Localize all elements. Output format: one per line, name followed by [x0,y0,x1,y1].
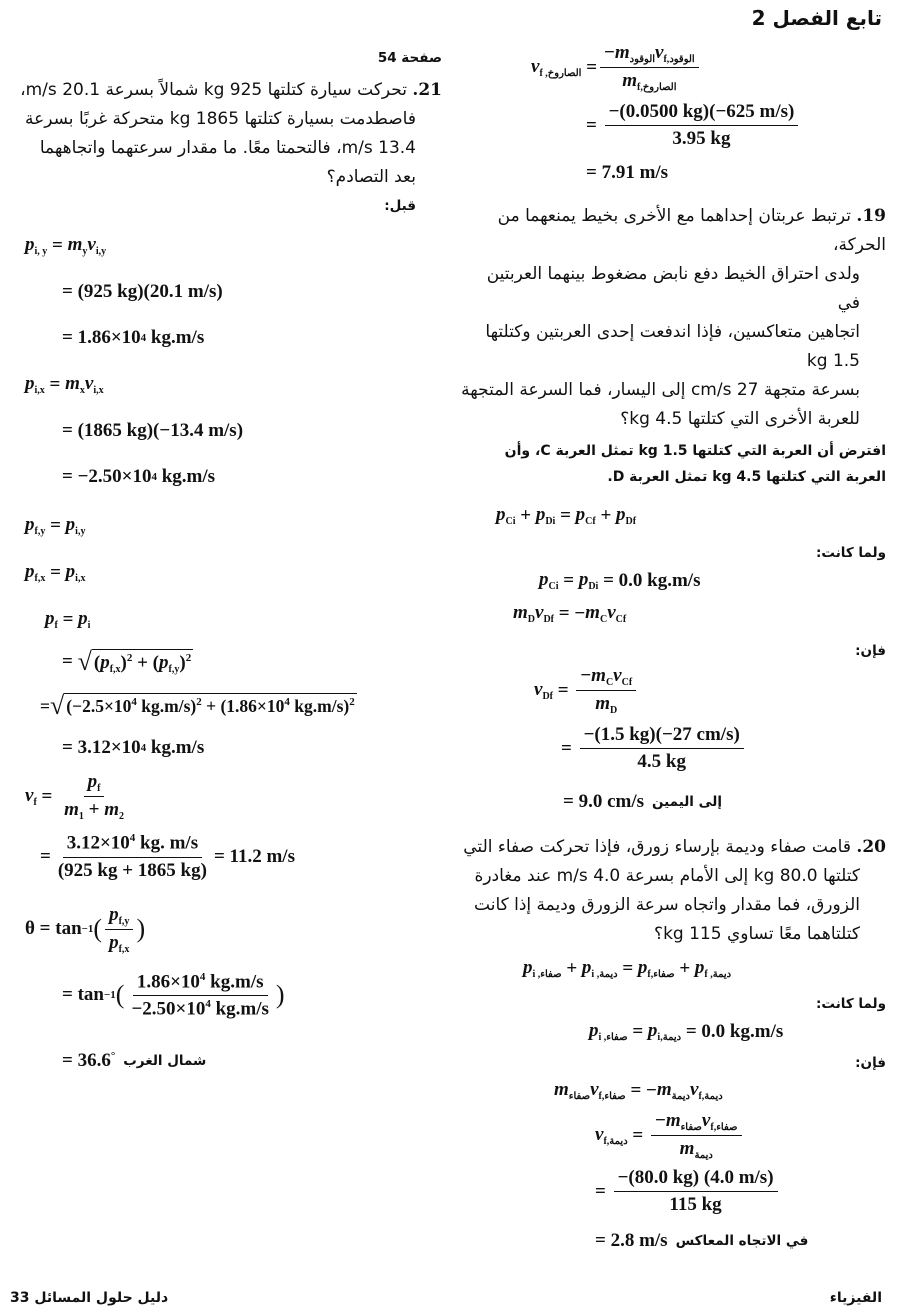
math-variable: $m_2$ [104,799,124,823]
math-superscript: 2 [196,696,202,709]
math-subscript: Ci [505,516,516,527]
fraction-numerator [651,1110,742,1136]
problem-20 [461,833,886,949]
math-text: = 0.0 kg.m/s [598,569,701,591]
math-variable: $p_{i ,صفاء}$ [523,957,562,980]
fraction-denominator [665,1192,725,1216]
math-subscript: i,y [95,246,107,257]
math-subscript: ديمة [671,1091,691,1102]
math-variable: $m_1$ [64,799,84,823]
math-text: + ( [132,652,160,674]
fraction-denominator [676,1136,717,1161]
math-text: − [655,1110,666,1131]
two-column-body [0,30,900,1276]
math-subscript: f,الصاروخ [637,82,677,93]
direction-label: شمال الغرب [123,1053,207,1070]
equation [40,832,295,881]
math-text: = [627,1124,648,1146]
text-line: للعربة الأخرى التي كتلتها 4.5 kg؟ [620,409,860,429]
math-text: = [36,785,58,807]
equation-part [62,1050,115,1072]
equation [25,904,145,955]
math-text: = [40,845,51,867]
math-variable: $p_{Di}$ [535,504,556,527]
math-subscript: i,y [75,526,86,537]
math-subscript: f [33,797,37,809]
text-line: افترض أن العربة التي كتلتها 1.5 kg تمثل العربة C، وأن [504,443,886,459]
equation [62,281,223,303]
math-text: = 3.12×10 [62,737,141,759]
math-text: = [555,504,576,526]
since-label: ولما كانت: [816,545,886,561]
math-text: kg.m/s) [289,696,350,717]
math-variable: $p_f$ [87,771,101,795]
math-text: θ = tan [25,918,82,940]
math-variable: $p_{Di}$ [578,569,599,592]
math-text: + (1.86×10 [201,696,285,717]
math-subscript: f,x [109,664,121,676]
math-text: = (1865 kg)(−13.4 m/s) [62,420,244,441]
fraction-numerator [580,724,744,749]
equation [513,602,626,625]
math-variable: $p_{i ,صفاء}$ [589,1020,628,1043]
math-text: = [47,234,68,256]
since-label: ولما كانت: [816,996,886,1012]
before-label: قبل: [384,198,416,214]
math-subscript: 1 [78,811,84,823]
equation [595,1230,808,1252]
math-variable: $v_{f,ديمة}$ [595,1124,628,1147]
then-label: فإن: [855,1055,886,1071]
fraction-numerator [105,904,133,930]
fraction-denominator [633,749,690,773]
math-variable: $p_{i,ديمة}$ [647,1020,682,1043]
math-fraction [54,832,211,881]
equation [595,1167,781,1216]
math-variable: $m_D$ [513,602,536,625]
equation [62,466,215,488]
math-subscript: Di [545,516,556,527]
assumption-note [461,438,886,490]
math-text: = [595,1180,611,1202]
math-sqrt [78,649,194,675]
math-text: ) [179,652,186,674]
math-paren: ) [136,914,146,944]
fraction-denominator [60,797,128,822]
math-text: = [40,695,50,716]
text-line: كتلتاهما معًا تساوي 115 kg؟ [654,924,860,944]
math-variable: $m_D$ [595,693,618,716]
math-text: = (925 kg)(20.1 m/s) [62,281,223,302]
math-text: kg.m/s [210,998,269,1020]
text-line: كتلتها 80.0 kg إلى الأمام بسرعة 4.0 m/s عند مغادرة [474,866,860,886]
equation [62,1050,206,1072]
math-subscript: C [605,677,614,688]
math-superscript: ° [110,1050,116,1063]
sqrt-body [64,693,356,719]
text-line: 13.4 m/s، فالتحمتا معًا. ما مقدار سرعتهما واتجاههما [39,138,416,158]
math-variable: $p_f$ [45,608,58,631]
math-superscript: 4 [140,332,147,344]
math-text: = 36.6 [62,1050,111,1072]
fraction-numerator [614,1167,778,1192]
math-fraction [60,771,128,822]
math-subscript: f ,ديمة [704,969,732,980]
math-variable: $p_{Ci}$ [539,569,559,592]
math-subscript: الوقود [629,54,656,65]
math-text: = [553,679,574,701]
equation [496,504,636,527]
equation [62,327,204,349]
equation [62,737,204,759]
equation [523,957,731,980]
math-text: = [586,114,602,136]
math-variable: $m_C$ [585,602,608,625]
equation-part [595,1230,668,1252]
math-text: 1.86×10 [136,970,200,992]
math-text: = −2.50×10 [62,466,152,487]
math-variable: $p_{i,x}$ [25,373,45,396]
equation [45,608,90,631]
math-fraction [651,1110,742,1161]
math-text: = [57,608,79,630]
math-fraction [600,42,699,93]
math-text: −(0.0500 kg)(−625 m/s) [608,101,795,122]
math-variable: $v_{f,ديمة}$ [690,1079,723,1102]
math-subscript: Ci [548,581,559,592]
math-subscript: f,y [118,915,130,927]
math-text: −2.50×10 [131,998,206,1020]
math-fraction [605,101,799,150]
math-superscript: 4 [131,696,137,709]
math-subscript: i,x [75,573,86,584]
math-paren: ( [93,914,103,944]
math-fraction [580,724,744,773]
math-variable: $v_{f,صفاء}$ [590,1079,626,1102]
math-superscript: 4 [140,742,147,755]
fraction-denominator [54,858,211,882]
math-text: = 11.2 m/s [213,845,295,867]
fraction-numerator [63,832,202,857]
math-subscript: صفاء [568,1091,591,1102]
math-subscript: f [54,620,58,631]
math-text: −(80.0 kg) (4.0 m/s) [617,1167,774,1188]
math-superscript: 4 [199,970,206,983]
fraction-numerator [133,971,268,996]
math-subscript: صفاء [680,1122,702,1133]
math-text: kg. m/s [135,832,199,854]
math-text: = tan [62,984,104,1006]
math-variable: $p_{Ci}$ [496,504,516,527]
math-superscript: −1 [103,989,116,1002]
math-subscript: Cf [615,614,627,625]
math-text: − [580,665,592,686]
math-subscript: f,صفاء [598,1091,626,1102]
math-subscript: i,ديمة [657,1032,682,1043]
math-text: kg.m/s) [136,696,197,717]
problem-21 [10,76,442,192]
math-variable: $p_{f,x}$ [100,652,121,676]
page-reference: صفحة 54 [377,50,442,66]
math-variable: $p_{i, y}$ [25,234,48,257]
math-variable: $m_y$ [67,234,88,257]
equation [40,693,357,719]
math-superscript: 4 [129,832,136,845]
fraction-denominator [127,996,272,1020]
math-variable: $v_f$ [25,785,37,809]
math-paren: ( [115,980,125,1010]
math-subscript: Df [543,614,555,625]
math-subscript: i,x [34,385,45,396]
equation [554,1079,723,1102]
math-variable: $m_{صفاء}$ [554,1079,591,1102]
math-text: ( [93,652,101,674]
math-text: (−2.5×10 [66,696,132,717]
equation-part [563,791,644,813]
fraction-numerator [84,771,105,797]
math-sqrt [50,693,357,719]
right-column [461,30,886,1276]
text-line: فاصطدمت بسيارة كتلتها 1865 kg متحركة غربًا بسرعة [25,109,416,129]
left-column [10,30,442,1276]
math-variable: $p_{f,x}$ [25,561,46,584]
math-text: + [674,957,695,979]
math-text: = 1.86×10 [62,327,141,348]
math-variable: $m_{الوقود}$ [614,42,656,65]
problem-number: 20. [856,837,886,857]
equation [586,101,801,150]
math-superscript: 4 [205,997,211,1010]
footer-subject: الفيزياء [829,1290,882,1306]
problem-number: 21. [412,80,442,100]
math-variable: $m_C$ [591,665,614,688]
math-subscript: f,x [34,573,46,584]
math-variable: $p_{Df}$ [616,504,637,527]
equation [595,1110,745,1161]
math-text: = [581,56,598,78]
math-subscript: Df [625,516,637,527]
problem-19 [461,202,886,434]
math-text: 3.95 kg [672,128,731,149]
math-fraction [127,971,272,1021]
radical-sign-icon: √ [77,647,92,676]
fraction-denominator [618,68,680,93]
math-subscript: Df [542,691,553,702]
math-subscript: f,صفاء [710,1122,738,1133]
math-subscript: y [82,246,88,257]
math-text: = 9.0 cm/s [563,791,645,812]
math-variable: $v_{Df}$ [535,602,555,625]
math-text: kg.m/s [146,737,205,759]
math-subscript: i ,صفاء [532,969,562,980]
math-superscript: 2 [185,652,192,664]
math-subscript: 2 [119,811,124,823]
math-variable: $v_{Cf}$ [607,602,627,625]
text-line: ولدى احتراق الخيط دفع نابض مضغوط بينهما العربتين في [486,264,860,313]
fraction-denominator [105,930,133,955]
math-variable: $p_{f,y}$ [25,514,46,537]
math-paren: ) [275,980,285,1010]
chapter-header: تابع الفصل 2 [751,6,882,30]
math-text: + [515,504,536,526]
math-subscript: D [527,614,536,625]
math-subscript: f ,الصاروخ [539,68,582,79]
math-text: = [62,651,78,673]
math-superscript: −1 [81,923,94,936]
equation [589,1020,783,1043]
math-variable: $v_{f,صفاء}$ [701,1110,738,1133]
math-variable: $m_x$ [65,373,85,396]
math-text: = [45,514,66,536]
math-subscript: ديمة [694,1150,713,1161]
math-variable: $v_{i,x}$ [84,373,104,396]
math-variable: $v_{f ,الصاروخ}$ [531,56,582,79]
fraction-numerator [576,665,636,691]
math-subscript: f [97,783,101,795]
math-subscript: Di [588,581,599,592]
math-text: ) [120,652,127,674]
math-text: = [617,957,638,979]
math-fraction [576,665,636,716]
math-subscript: i ,صفاء [598,1032,628,1043]
math-variable: $m_{f,الصاروخ}$ [622,70,677,93]
math-superscript: 4 [151,471,157,483]
math-fraction [105,904,133,955]
then-label: فإن: [855,643,886,659]
math-variable: $p_i$ [78,608,91,631]
equation [25,514,85,537]
math-text: + [561,957,582,979]
math-text: = [44,373,66,395]
math-subscript: D [610,705,618,716]
direction-label: في الاتجاه المعاكس [675,1233,809,1249]
math-subscript: Cf [585,516,596,527]
problem-number: 19. [856,206,886,226]
math-text: = [558,569,579,591]
math-variable: $m_{ديمة}$ [656,1079,691,1102]
equation [25,771,131,822]
fraction-numerator [600,42,699,68]
fraction-numerator [605,101,799,126]
math-text: 4.5 kg [637,751,686,772]
math-text: = − [554,602,586,624]
text-line: ترتبط عربتان إحداهما مع الأخرى بخيط يمنعهما من الحركة، [497,206,886,255]
math-subscript: f,ديمة [698,1091,723,1102]
math-text: = 7.91 m/s [586,162,669,183]
equation [62,649,193,675]
math-text: = − [625,1079,657,1101]
math-text: = [627,1020,648,1042]
equation [62,420,243,442]
math-text: = 2.8 m/s [595,1230,668,1251]
math-text: −(1.5 kg)(−27 cm/s) [583,724,740,745]
math-subscript: x [79,385,85,396]
math-subscript: Cf [621,677,633,688]
math-text: − [604,42,615,63]
math-variable: $p_{f,x}$ [109,931,130,955]
equation [25,561,85,584]
math-superscript: 4 [284,696,290,709]
math-text: + [83,799,105,821]
math-text: kg.m/s [205,970,264,992]
math-variable: $p_{f,y}$ [159,652,180,676]
equation [62,971,285,1021]
math-variable: $v_{Df}$ [534,679,553,702]
math-subscript: i,x [93,385,104,396]
math-variable: $p_{Cf}$ [575,504,596,527]
equation [25,373,104,396]
math-variable: $v_{i,y}$ [87,234,107,257]
math-text: = [561,737,577,759]
text-line: الزورق، فما مقدار واتجاه سرعة الزورق وديمة إذا كانت [474,895,860,915]
equation [586,162,668,184]
equation [563,791,722,813]
equation [561,724,747,773]
math-variable: $p_{i ,ديمة}$ [581,957,618,980]
math-subscript: C [599,614,608,625]
math-text: kg.m/s [156,466,216,487]
math-variable: $p_{f,صفاء}$ [637,957,675,980]
math-text: kg.m/s [146,327,205,348]
math-text: = [45,561,66,583]
equation [539,569,700,592]
equation [534,665,639,716]
text-line: اتجاهين متعاكسين، فإذا اندفعت إحدى العربتين وكتلتها 1.5 kg [485,322,860,371]
text-line: العربة التي كتلتها 4.5 kg تمثل العربة D. [607,469,886,485]
footer-guide: دليل حلول المسائل 33 [10,1290,169,1306]
math-fraction [614,1167,778,1216]
math-text: 3.12×10 [66,832,130,854]
fraction-denominator [668,126,734,150]
math-subscript: f,ديمة [603,1136,628,1147]
text-line: بسرعة متجهة 27 cm/s إلى اليسار، فما السرعة المتجهة [461,380,860,400]
math-variable: $m_{ديمة}$ [679,1138,713,1161]
math-variable: $v_{Cf}$ [613,665,633,688]
math-subscript: i, y [34,246,48,257]
radical-sign-icon: √ [49,691,65,721]
math-superscript: 2 [126,652,133,664]
math-subscript: f,y [168,664,180,676]
text-line: قامت صفاء وديمة بإرساء زورق، فإذا تحركت صفاء التي [463,837,851,857]
math-variable: $m_{صفاء}$ [665,1110,702,1133]
math-subscript: i [87,620,91,631]
math-variable: $v_{f,الوقود}$ [655,42,695,65]
math-variable: $p_{f,y}$ [109,903,130,927]
math-subscript: f,y [34,526,46,537]
math-text: + [595,504,617,526]
math-variable: $p_{i,y}$ [65,514,86,537]
equation [25,234,106,257]
math-text: 115 kg [669,1194,722,1215]
math-superscript: 2 [349,696,355,709]
equation [531,42,702,93]
math-text: = 0.0 kg.m/s [681,1020,784,1042]
math-variable: $p_{f ,ديمة}$ [694,957,732,980]
footer [0,1276,900,1314]
sqrt-body [92,649,193,675]
math-variable: $p_{i,x}$ [65,561,86,584]
math-text: (925 kg + 1865 kg) [57,859,207,881]
fraction-denominator [591,691,621,716]
math-subscript: f,الوقود [663,54,695,65]
direction-label: إلى اليمين [652,794,722,810]
math-subscript: i ,ديمة [591,969,618,980]
text-line: تحركت سيارة كتلتها 925 kg شمالاً بسرعة 20.1 m/s، [20,80,407,100]
math-subscript: f,صفاء [647,969,675,980]
math-subscript: f,x [118,943,130,955]
text-line: بعد التصادم؟ [326,167,416,187]
